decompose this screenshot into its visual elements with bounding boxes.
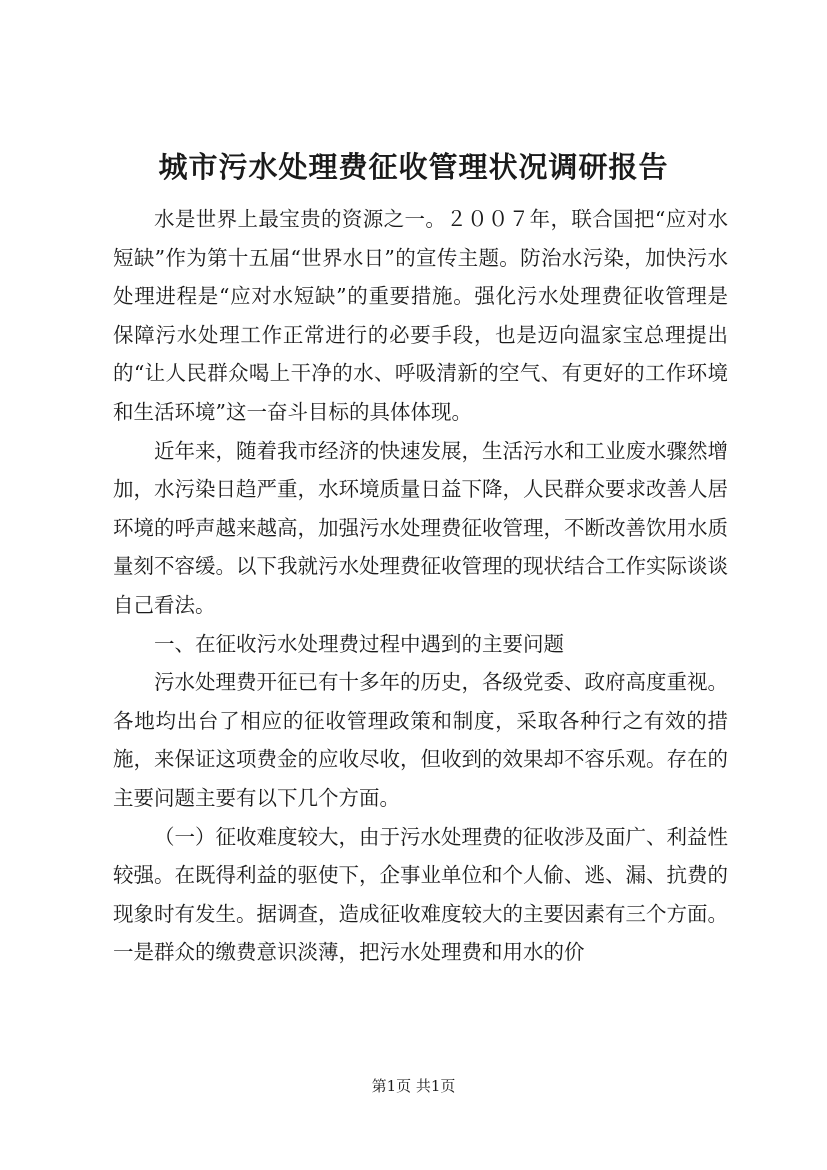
document-body: [113, 200, 728, 972]
paragraph-intro: 水是世界上最宝贵的资源之一。２００７年，联合国把“应对水短缺”作为第十五届“世界水日”的宣传主题。防治水污染，加快污水处理进程是“应对水短缺”的重要措施。强化污水处理费征收管理是保障污水处理工作正常进行的必要手段，也是迈向温家宝总理提出的“让人民群众喝上干净的水、呼吸清新的空气、有更好的工作环境和生活环境”这一奋斗目标的具体体现。: [113, 207, 728, 424]
document-title: 城市污水处理费征收管理状况调研报告: [158, 150, 669, 184]
page-footer: 第1页 共1页: [371, 1077, 456, 1095]
paragraph-background: 近年来，随着我市经济的快速发展，生活污水和工业废水骤然增加，水污染日趋严重，水环境质量日益下降，人民群众要求改善人居环境的呼声越来越高，加强污水处理费征收管理，不断改善饮用水质量刻不容缓。以下我就污水处理费征收管理的现状结合工作实际谈谈自己看法。: [113, 438, 728, 617]
paragraph-problems-overview: 污水处理费开征已有十多年的历史，各级党委、政府高度重视。各地均出台了相应的征收管理政策和制度，采取各种行之有效的措施，来保证这项费金的应收尽收，但收到的效果却不容乐观。存在的主要问题主要有以下几个方面。: [113, 670, 728, 810]
section-heading-main-problems: 一、在征收污水处理费过程中遇到的主要问题: [154, 631, 564, 656]
paragraph-collection-difficulty: （一）征收难度较大，由于污水处理费的征收涉及面广、利益性较强。在既得利益的驱使下，企事业单位和个人偷、逃、漏、抗费的现象时有发生。据调查，造成征收难度较大的主要因素有三个方面。一是群众的缴费意识淡薄，把污水处理费和用水的价: [113, 824, 728, 965]
